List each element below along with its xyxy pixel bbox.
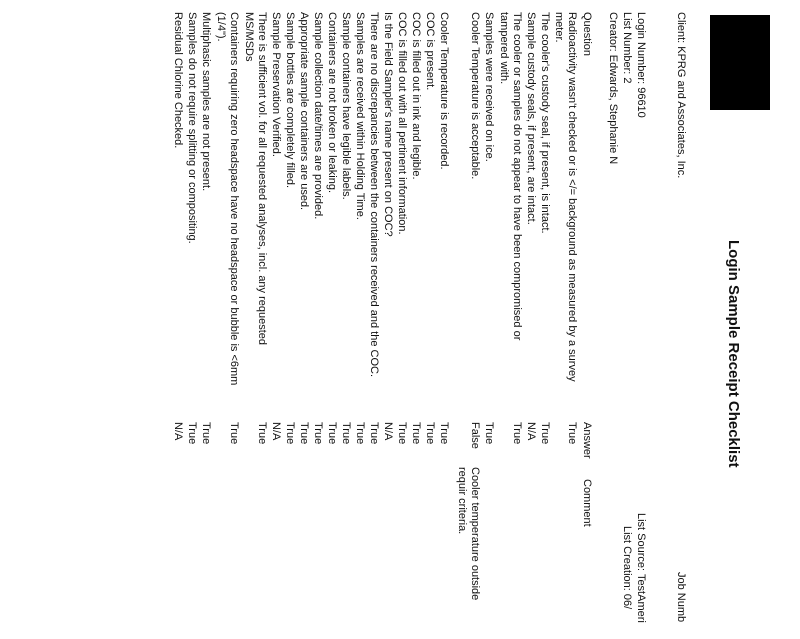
row-answer: True: [312, 422, 324, 445]
row-question: COC is filled out in ink and legible.: [410, 12, 422, 180]
row-answer: True: [483, 422, 495, 445]
row-question: Samples were received on ice.: [483, 12, 495, 162]
row-answer: True: [424, 422, 436, 445]
row-answer: False: [469, 422, 481, 449]
list-number: List Number: 2: [621, 12, 633, 84]
row-question: The cooler or samples do not appear to have been compromised or tampered with.: [498, 12, 523, 341]
page-title: Login Sample Receipt Checklist: [725, 240, 742, 468]
column-header-question: Question: [581, 12, 593, 57]
row-comment: Cooler temperature outside requir criteria.: [456, 467, 481, 601]
row-question: Sample bottles are completely filled.: [284, 12, 296, 189]
row-question: Sample Preservation Verified.: [270, 12, 282, 157]
row-answer: True: [511, 422, 523, 445]
row-question: Appropriate sample containers are used.: [298, 12, 310, 211]
row-question: Radioactivity wasn't checked or is </= background as measured by a survey meter.: [553, 12, 578, 382]
list-source: List Source: TestAmeri: [635, 513, 647, 623]
row-answer: N/A: [382, 422, 394, 441]
row-answer: True: [354, 422, 366, 445]
row-answer: True: [256, 422, 268, 445]
row-question: Residual Chlorine Checked.: [172, 12, 184, 149]
row-answer: True: [410, 422, 422, 445]
redaction-bar: [710, 15, 770, 110]
row-question: Samples do not require splitting or compositing.: [186, 12, 198, 244]
row-answer: True: [200, 422, 212, 445]
row-answer: True: [340, 422, 352, 445]
row-question: Sample collection date/times are provided.: [312, 12, 324, 220]
row-answer: N/A: [270, 422, 282, 441]
row-answer: True: [298, 422, 310, 445]
row-question: COC is filled out with all pertinent information.: [396, 12, 408, 235]
row-question: Sample containers have legible labels.: [340, 12, 352, 200]
row-question: Cooler Temperature is acceptable.: [469, 12, 481, 180]
job-number-label: Job Numb: [675, 572, 687, 623]
row-question: Is the Field Sampler's name present on COC?: [382, 12, 394, 237]
row-answer: N/A: [525, 422, 537, 441]
row-question: There are no discrepancies between the containers received and the COC.: [368, 12, 380, 378]
row-question: Containers requiring zero headspace have no headspace or bubble is <6mm (1/4").: [215, 12, 240, 386]
list-creation: List Creation: 06/: [621, 526, 633, 610]
row-answer: True: [566, 422, 578, 445]
row-question: There is sufficient vol. for all requested analyses, incl. any requested MS/MSDs: [243, 12, 268, 346]
column-header-comment: Comment: [581, 479, 593, 527]
row-answer: True: [539, 422, 551, 445]
row-answer: True: [284, 422, 296, 445]
row-question: Sample custody seals, if present, are intact.: [525, 12, 537, 225]
row-question: Multiphasic samples are not present.: [200, 12, 212, 192]
login-number: Login Number: 96610: [635, 12, 647, 118]
row-question: Samples are received within Holding Time.: [354, 12, 366, 220]
row-answer: N/A: [172, 422, 184, 441]
row-answer: True: [186, 422, 198, 445]
row-answer: True: [438, 422, 450, 445]
row-question: The cooler's custody seal, if present, is intact.: [539, 12, 551, 234]
row-question: COC is present.: [424, 12, 436, 91]
row-answer: True: [326, 422, 338, 445]
client-name: Client: KPRG and Associates, Inc.: [675, 12, 687, 179]
row-answer: True: [368, 422, 380, 445]
row-answer: True: [396, 422, 408, 445]
creator: Creator: Edwards, Stephanie N: [607, 12, 619, 165]
row-answer: True: [228, 422, 240, 445]
column-header-answer: Answer: [581, 422, 593, 459]
row-question: Containers are not broken or leaking.: [326, 12, 338, 193]
row-question: Cooler Temperature is recorded.: [438, 12, 450, 170]
